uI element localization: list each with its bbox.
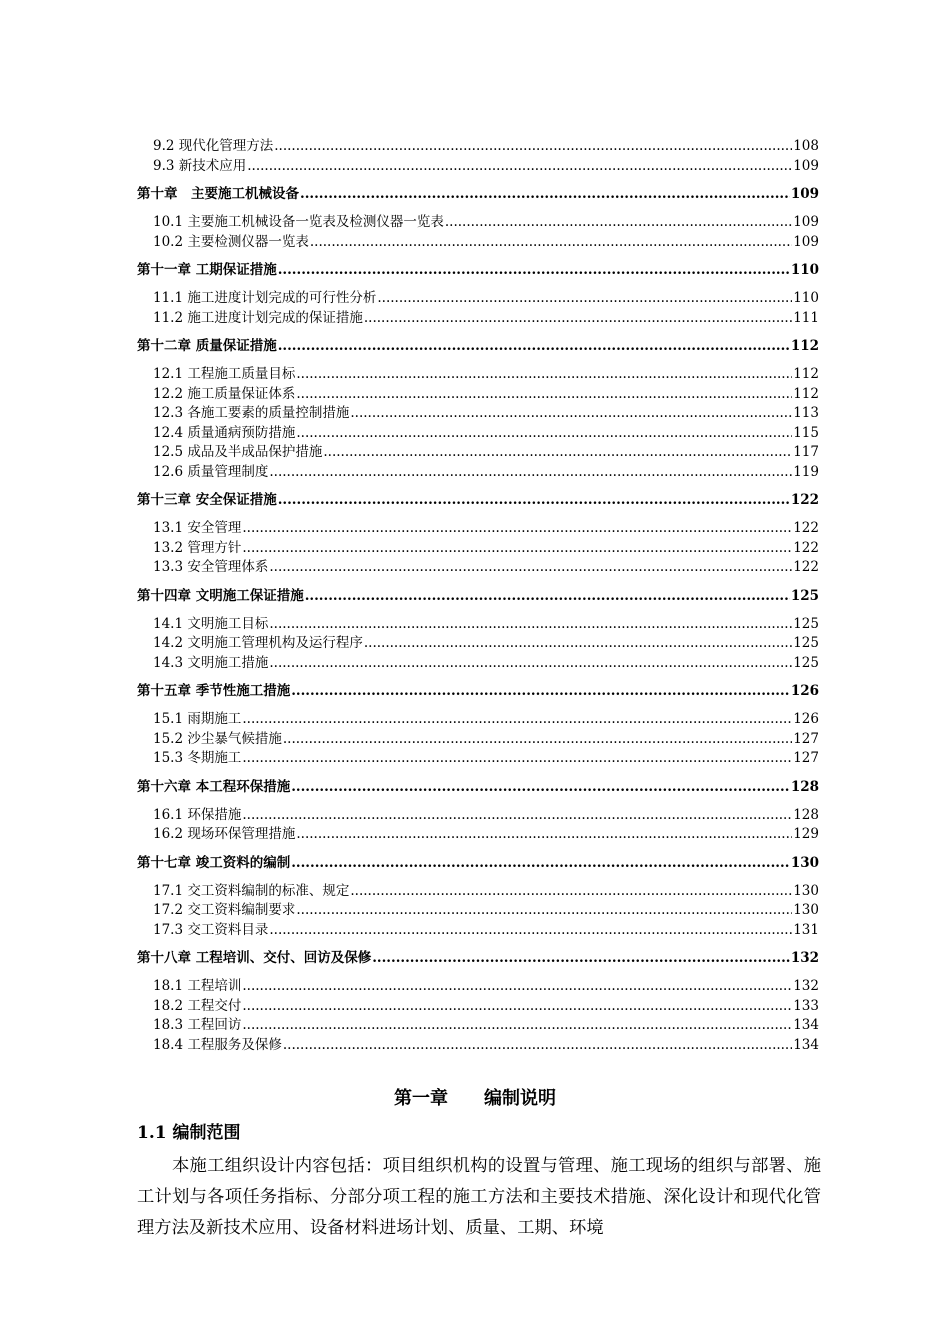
toc-page-number: 132: [790, 950, 819, 966]
toc-chapter-entry[interactable]: [137, 336, 819, 356]
toc-leader-dots: [305, 586, 790, 606]
toc-entry-title: 14.2 文明施工管理机构及运行程序: [153, 635, 363, 651]
toc-section-entry[interactable]: [137, 825, 819, 845]
toc-leader-dots: [269, 921, 792, 941]
toc-page-number: 122: [793, 559, 819, 575]
toc-entry-title: 12.4 质量通病预防措施: [153, 424, 296, 441]
toc-leader-dots: [291, 777, 790, 797]
toc-entry-title: 9.2 现代化管理方法: [153, 138, 274, 154]
toc-leader-dots: [274, 137, 792, 157]
toc-entry-title: 第十一章 工期保证措施: [137, 262, 277, 278]
toc-section-entry[interactable]: [137, 806, 819, 826]
toc-entry-title: 10.2 主要检测仪器一览表: [153, 233, 309, 250]
toc-page-number: 126: [793, 711, 819, 727]
toc-entry-title: 15.2 沙尘暴气候措施: [153, 730, 282, 747]
toc-page-number: 109: [793, 233, 819, 250]
toc-entry-title: 17.1 交工资料编制的标准、规定: [153, 882, 350, 899]
toc-chapter-entry[interactable]: [137, 681, 819, 701]
toc-section-entry[interactable]: [137, 558, 819, 578]
toc-leader-dots: [364, 634, 792, 654]
toc-page-number: 125: [793, 615, 819, 632]
toc-page-number: 125: [790, 587, 819, 604]
toc-page-number: 119: [793, 463, 819, 480]
toc-section-entry[interactable]: [137, 1036, 819, 1056]
toc-entry-title: 18.3 工程回访: [153, 1017, 242, 1033]
toc-page-number: 132: [793, 978, 819, 994]
toc-leader-dots: [364, 309, 792, 329]
toc-page-number: 133: [793, 997, 819, 1014]
toc-entry-title: 16.2 现场环保管理措施: [153, 826, 296, 842]
toc-chapter-entry[interactable]: [137, 490, 819, 510]
toc-leader-dots: [296, 385, 792, 405]
toc-entry-title: 18.4 工程服务及保修: [153, 1036, 282, 1053]
toc-section-entry[interactable]: [137, 443, 819, 463]
toc-page-number: 122: [790, 492, 819, 508]
toc-leader-dots: [269, 558, 792, 578]
toc-page-number: 125: [793, 654, 819, 671]
toc-page-number: 127: [793, 730, 819, 747]
toc-entry-title: 第十三章 安全保证措施: [137, 492, 277, 508]
toc-section-entry[interactable]: [137, 289, 819, 309]
toc-entry-title: 11.1 施工进度计划完成的可行性分析: [153, 290, 377, 306]
toc-page-number: 112: [793, 366, 819, 382]
toc-page-number: 130: [790, 854, 819, 871]
body-paragraph: 本施工组织设计内容包括：项目组织机构的设置与管理、施工现场的组织与部署、施工计划与各项任务指标、分部分项工程的施工方法和主要技术措施、深化设计和现代化管理方法及新技术应用、设备材料进场计划、质量、工期、环境: [137, 1156, 821, 1238]
toc-leader-dots: [242, 710, 792, 730]
toc-leader-dots: [242, 1016, 792, 1036]
toc-entry-title: 17.3 交工资料目录: [153, 921, 269, 938]
toc-leader-dots: [283, 1036, 792, 1056]
toc-entry-title: 15.1 雨期施工: [153, 711, 242, 727]
toc-section-entry[interactable]: [137, 539, 819, 559]
toc-entry-title: 第十章 主要施工机械设备: [137, 186, 299, 202]
toc-section-entry[interactable]: [137, 634, 819, 654]
toc-leader-dots: [296, 901, 792, 921]
toc-section-entry[interactable]: [137, 1016, 819, 1036]
toc-entry-title: 第十七章 竣工资料的编制: [137, 854, 291, 871]
toc-leader-dots: [242, 997, 792, 1017]
section-heading: 1.1 编制范围: [137, 1123, 241, 1143]
toc-page-number: 113: [793, 405, 819, 421]
toc-page-number: 134: [793, 1036, 819, 1053]
toc-page-number: 112: [790, 338, 819, 354]
toc-page-number: 125: [793, 635, 819, 651]
toc-entry-title: 14.1 文明施工目标: [153, 615, 269, 632]
toc-leader-dots: [278, 260, 790, 280]
toc-leader-dots: [242, 539, 792, 559]
toc-leader-dots: [372, 948, 790, 968]
toc-chapter-entry[interactable]: [137, 184, 819, 204]
toc-leader-dots: [296, 365, 792, 385]
toc-leader-dots: [269, 463, 792, 483]
toc-entry-title: 12.5 成品及半成品保护措施: [153, 444, 323, 460]
toc-page-number: 110: [793, 290, 819, 306]
table-of-contents: [137, 137, 819, 1055]
toc-leader-dots: [350, 404, 792, 424]
toc-section-entry[interactable]: [137, 882, 819, 902]
toc-section-entry[interactable]: [137, 710, 819, 730]
toc-entry-title: 15.3 冬期施工: [153, 750, 242, 766]
toc-entry-title: 12.3 各施工要素的质量控制措施: [153, 405, 350, 421]
toc-leader-dots: [278, 490, 790, 510]
toc-section-entry[interactable]: [137, 157, 819, 177]
toc-section-entry[interactable]: [137, 309, 819, 329]
toc-page-number: 109: [793, 214, 819, 230]
chapter-heading: 第一章 编制说明: [394, 1088, 556, 1109]
toc-page-number: 111: [793, 309, 819, 326]
toc-entry-title: 9.3 新技术应用: [153, 157, 247, 174]
toc-page-number: 117: [793, 444, 819, 460]
toc-page-number: 130: [793, 902, 819, 918]
toc-leader-dots: [296, 424, 792, 444]
toc-entry-title: 13.3 安全管理体系: [153, 559, 269, 575]
toc-leader-dots: [300, 184, 790, 204]
toc-page-number: 112: [793, 385, 819, 402]
toc-section-entry[interactable]: [137, 749, 819, 769]
toc-entry-title: 18.2 工程交付: [153, 997, 242, 1014]
toc-entry-title: 12.6 质量管理制度: [153, 463, 269, 480]
toc-section-entry[interactable]: [137, 233, 819, 253]
toc-leader-dots: [269, 615, 792, 635]
toc-section-entry[interactable]: [137, 901, 819, 921]
toc-chapter-entry[interactable]: [137, 586, 819, 606]
toc-entry-title: 11.2 施工进度计划完成的保证措施: [153, 309, 363, 326]
toc-page-number: 108: [793, 138, 819, 154]
toc-section-entry[interactable]: [137, 213, 819, 233]
toc-leader-dots: [278, 336, 790, 356]
toc-chapter-entry[interactable]: [137, 777, 819, 797]
toc-section-entry[interactable]: [137, 463, 819, 483]
toc-leader-dots: [242, 806, 792, 826]
toc-page-number: 122: [793, 539, 819, 556]
toc-leader-dots: [377, 289, 792, 309]
toc-entry-title: 17.2 交工资料编制要求: [153, 902, 296, 918]
toc-page-number: 130: [793, 882, 819, 899]
toc-section-entry[interactable]: [137, 997, 819, 1017]
toc-leader-dots: [296, 825, 792, 845]
toc-entry-title: 13.1 安全管理: [153, 520, 242, 536]
toc-entry-title: 12.1 工程施工质量目标: [153, 366, 296, 382]
toc-chapter-entry[interactable]: [137, 853, 819, 873]
toc-leader-dots: [291, 853, 790, 873]
toc-section-entry[interactable]: [137, 404, 819, 424]
toc-section-entry[interactable]: [137, 385, 819, 405]
toc-leader-dots: [247, 157, 792, 177]
toc-entry-title: 第十二章 质量保证措施: [137, 338, 277, 354]
toc-leader-dots: [445, 213, 792, 233]
toc-page-number: 128: [793, 806, 819, 823]
toc-leader-dots: [242, 749, 792, 769]
toc-section-entry[interactable]: [137, 519, 819, 539]
toc-page-number: 122: [793, 520, 819, 536]
toc-section-entry[interactable]: [137, 137, 819, 157]
toc-page-number: 109: [793, 157, 819, 174]
toc-chapter-entry[interactable]: [137, 260, 819, 280]
toc-chapter-entry[interactable]: [137, 948, 819, 968]
toc-page-number: 126: [790, 683, 819, 699]
toc-entry-title: 12.2 施工质量保证体系: [153, 385, 296, 402]
toc-page-number: 127: [793, 750, 819, 766]
toc-page-number: 128: [790, 778, 819, 795]
toc-leader-dots: [310, 233, 792, 253]
toc-leader-dots: [269, 654, 792, 674]
toc-leader-dots: [323, 443, 792, 463]
toc-leader-dots: [242, 977, 792, 997]
toc-entry-title: 10.1 主要施工机械设备一览表及检测仪器一览表: [153, 214, 444, 230]
toc-entry-title: 18.1 工程培训: [153, 978, 242, 994]
toc-page-number: 109: [790, 186, 819, 202]
toc-section-entry[interactable]: [137, 365, 819, 385]
toc-leader-dots: [283, 730, 792, 750]
toc-leader-dots: [291, 681, 790, 701]
toc-entry-title: 第十六章 本工程环保措施: [137, 778, 291, 795]
toc-section-entry[interactable]: [137, 977, 819, 997]
toc-entry-title: 14.3 文明施工措施: [153, 654, 269, 671]
toc-entry-title: 第十五章 季节性施工措施: [137, 683, 291, 699]
toc-section-entry[interactable]: [137, 730, 819, 750]
toc-section-entry[interactable]: [137, 654, 819, 674]
toc-entry-title: 13.2 管理方针: [153, 539, 242, 556]
toc-page-number: 115: [793, 424, 819, 441]
toc-section-entry[interactable]: [137, 424, 819, 444]
toc-entry-title: 16.1 环保措施: [153, 806, 242, 823]
toc-section-entry[interactable]: [137, 921, 819, 941]
toc-entry-title: 第十八章 工程培训、交付、回访及保修: [137, 950, 372, 966]
toc-section-entry[interactable]: [137, 615, 819, 635]
toc-leader-dots: [350, 882, 792, 902]
toc-page-number: 129: [793, 826, 819, 842]
toc-leader-dots: [242, 519, 792, 539]
toc-entry-title: 第十四章 文明施工保证措施: [137, 587, 304, 604]
toc-page-number: 131: [793, 921, 819, 938]
toc-page-number: 110: [790, 262, 819, 278]
toc-page-number: 134: [793, 1017, 819, 1033]
